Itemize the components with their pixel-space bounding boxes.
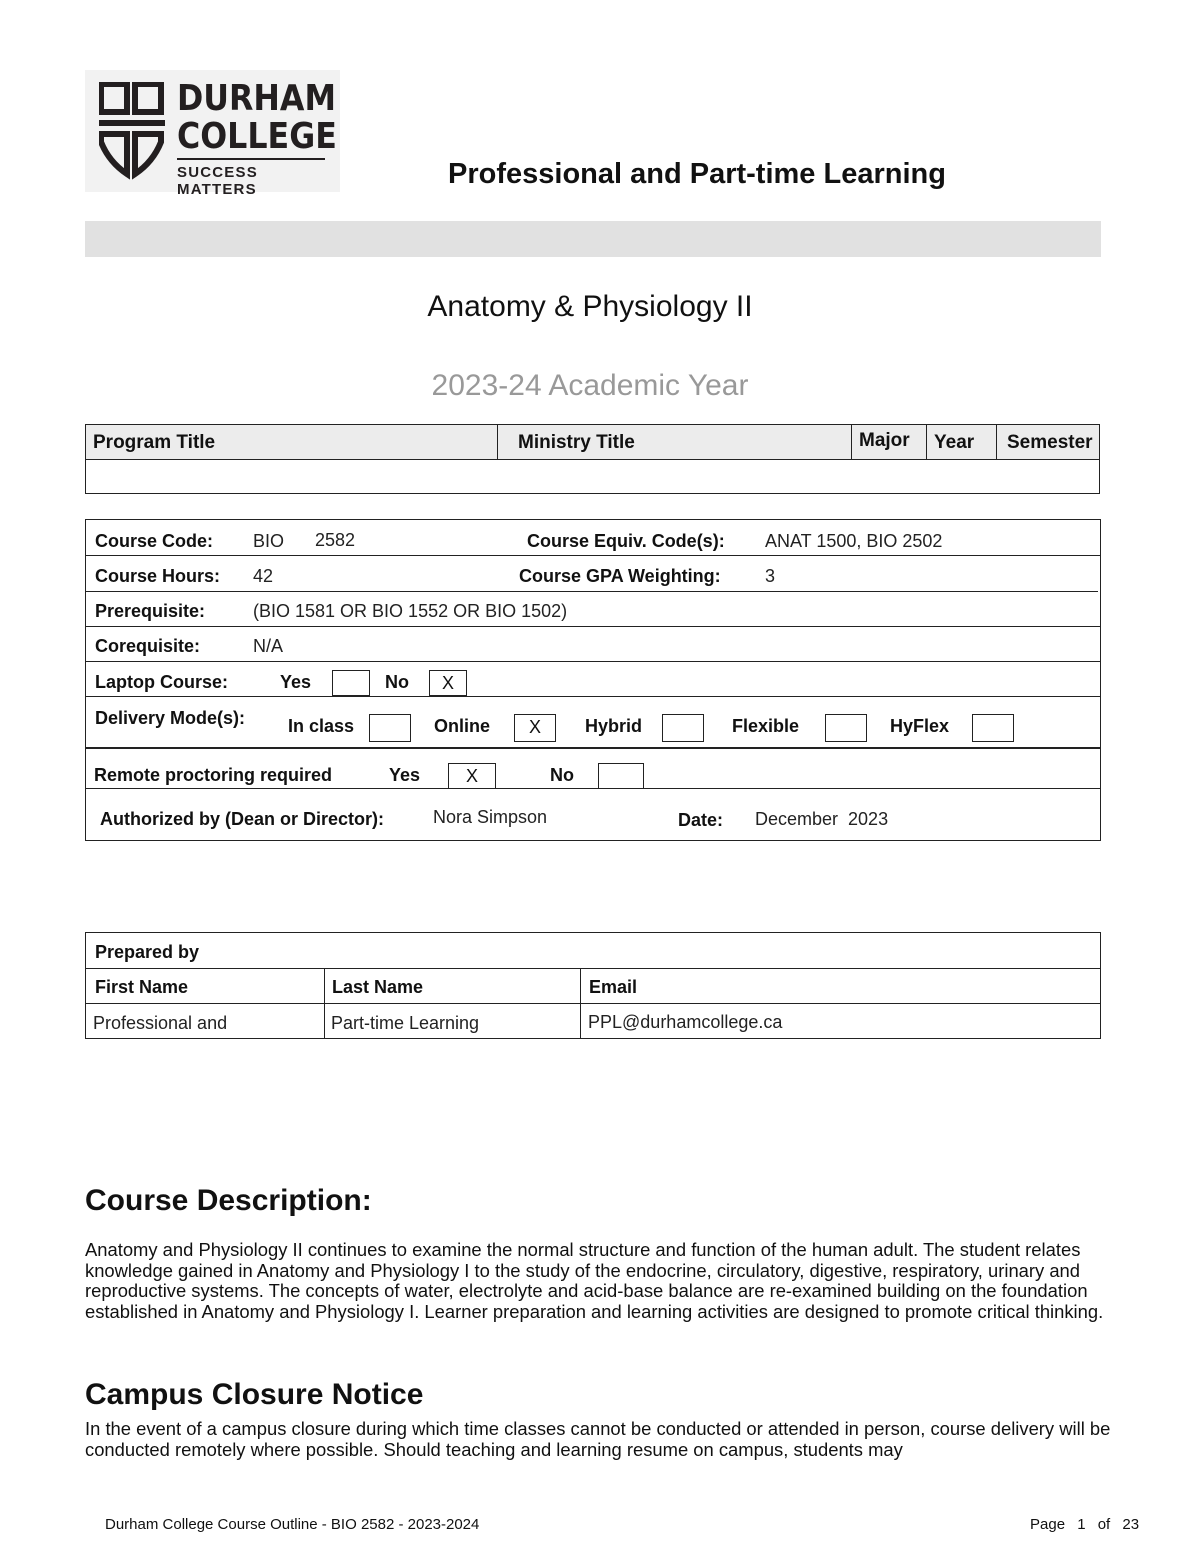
delivery-hybrid-checkbox[interactable] (662, 714, 704, 742)
ministry-title-header: Ministry Title (497, 425, 851, 460)
course-equiv-label: Course Equiv. Code(s): (527, 531, 725, 551)
remote-proctoring-label: Remote proctoring required (94, 765, 333, 785)
delivery-flexible-checkbox[interactable] (825, 714, 867, 742)
course-description-heading: Course Description: (85, 1184, 372, 1217)
course-code-prefix: BIO (253, 531, 285, 551)
course-info-table (85, 519, 1101, 841)
logo-divider (177, 158, 325, 160)
laptop-yes-label: Yes (280, 672, 312, 692)
proctoring-no-checkbox[interactable] (598, 763, 644, 789)
logo-line-2: COLLEGE (177, 116, 337, 157)
first-name-header: First Name (95, 977, 189, 997)
footer-page-number: Page 1 of 23 (1030, 1516, 1140, 1533)
delivery-hyflex-checkbox[interactable] (972, 714, 1014, 742)
laptop-yes-checkbox[interactable] (332, 670, 370, 696)
date-label: Date: (678, 810, 724, 830)
course-description-text: Anatomy and Physiology II continues to examine the normal structure and function of the human adult. The student relates knowledge gained in Anatomy and Physiology I to the study of the endocrine, circulatory, digestive, respiratory, urinary and reproductive systems. The concepts of water, electrolyte and acid-base balance are re-examined building on the foundation established in Anatomy and Physiology I. Learner preparation and learning activities are designed to promote critical thinking. (85, 1239, 1104, 1322)
prerequisite-value: (BIO 1581 OR BIO 1552 OR BIO 1502) (253, 601, 568, 621)
prepared-by-title: Prepared by (95, 942, 200, 962)
proctoring-yes-label: Yes (389, 765, 421, 785)
semester-header: Semester (996, 425, 1099, 460)
date-value: December 2023 (755, 809, 889, 829)
delivery-flexible-label: Flexible (732, 716, 800, 736)
prerequisite-label: Prerequisite: (95, 601, 206, 621)
delivery-hybrid-label: Hybrid (585, 716, 643, 736)
laptop-course-label: Laptop Course: (95, 672, 228, 692)
program-table (85, 424, 1100, 494)
page-header-title: Professional and Part-time Learning (448, 158, 946, 190)
prepared-last-name: Part-time Learning (331, 1013, 480, 1033)
corequisite-value: N/A (253, 636, 284, 656)
row-divider (86, 968, 1100, 969)
laptop-no-checkbox[interactable]: X (429, 670, 467, 696)
course-code-label: Course Code: (95, 531, 214, 551)
row-divider (86, 747, 1100, 749)
prepared-email: PPL@durhamcollege.ca (588, 1012, 783, 1032)
course-gpa-value: 3 (765, 566, 776, 586)
row-divider (86, 661, 1100, 662)
laptop-no-label: No (385, 672, 409, 692)
durham-shield-icon (99, 82, 165, 180)
delivery-online-checkbox[interactable]: X (514, 714, 556, 742)
prepared-by-table (85, 932, 1101, 1039)
row-divider (86, 626, 1100, 627)
course-hours-label: Course Hours: (95, 566, 221, 586)
course-title: Anatomy & Physiology II (427, 290, 753, 323)
year-header: Year (926, 425, 996, 460)
course-hours-value: 42 (253, 566, 274, 586)
academic-year: 2023-24 Academic Year (431, 369, 749, 402)
delivery-inclass-checkbox[interactable] (369, 714, 411, 742)
email-header: Email (589, 977, 638, 997)
prepared-first-name: Professional and (93, 1013, 228, 1033)
logo-tagline: SUCCESS MATTERS (177, 164, 258, 198)
program-title-header: Program Title (93, 432, 216, 453)
row-divider (86, 1003, 1100, 1004)
delivery-online-label: Online (434, 716, 491, 736)
row-divider (86, 696, 1100, 697)
delivery-inclass-label: In class (288, 716, 355, 736)
delivery-hyflex-label: HyFlex (890, 716, 950, 736)
durham-college-logo (85, 70, 340, 198)
course-gpa-label: Course GPA Weighting: (519, 566, 721, 586)
header-divider-band (85, 221, 1101, 257)
major-header: Major (851, 425, 926, 460)
campus-closure-text: In the event of a campus closure during which time classes cannot be conducted or attended in person, course delivery will be conducted remotely where possible. Should teaching and learning resume on campus, students may (85, 1418, 1111, 1460)
logo-line-1: DURHAM (177, 78, 336, 119)
delivery-modes-label: Delivery Mode(s): (95, 708, 246, 728)
authorized-by-value: Nora Simpson (433, 807, 548, 827)
row-divider (86, 555, 1100, 556)
footer-course-outline: Durham College Course Outline - BIO 2582 - 2023-2024 (105, 1516, 480, 1533)
row-divider (86, 591, 1098, 592)
course-equiv-value: ANAT 1500, BIO 2502 (765, 531, 943, 551)
column-divider (580, 968, 581, 1038)
corequisite-label: Corequisite: (95, 636, 201, 656)
authorized-by-label: Authorized by (Dean or Director): (100, 809, 385, 829)
last-name-header: Last Name (332, 977, 424, 997)
course-code-number: 2582 (315, 530, 356, 550)
program-table-header (86, 425, 1099, 460)
campus-closure-heading: Campus Closure Notice (85, 1378, 424, 1411)
column-divider (324, 968, 325, 1038)
proctoring-yes-checkbox[interactable]: X (448, 763, 496, 789)
proctoring-no-label: No (550, 765, 574, 785)
row-divider (86, 788, 1100, 789)
